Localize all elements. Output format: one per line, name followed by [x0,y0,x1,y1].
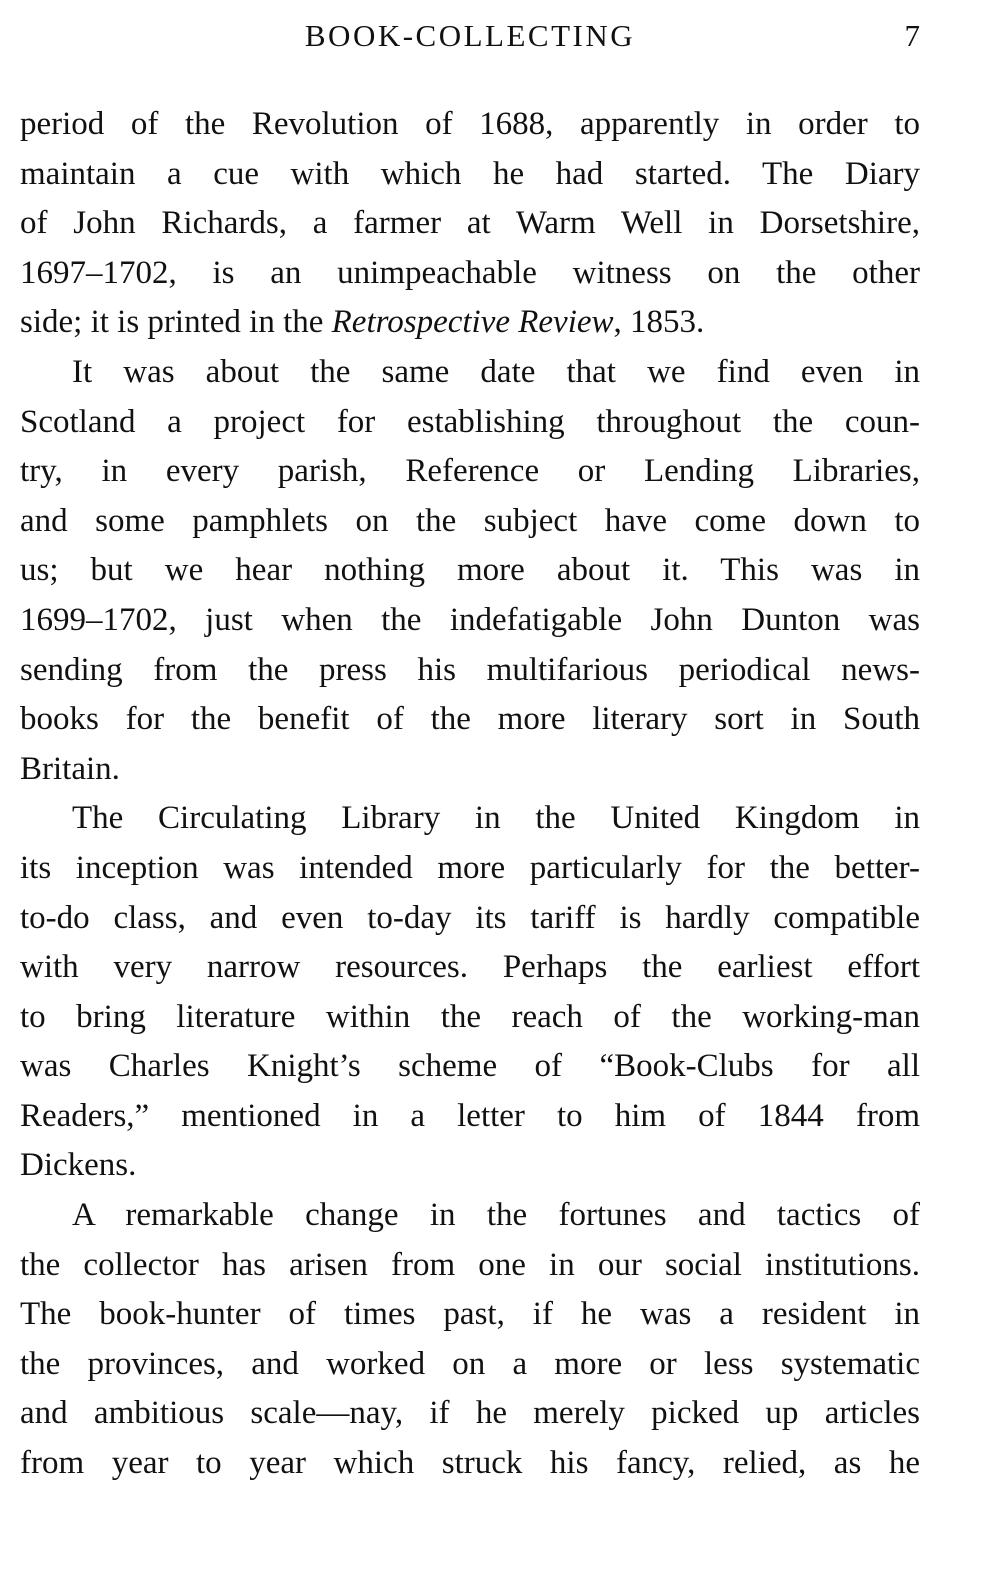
text-line: and ambitious scale—nay, if he merely picked up articles [20,1395,920,1432]
text-line: with very narrow resources. Perhaps the earliest effort [20,949,920,986]
text-line: The book-hunter of times past, if he was a resident in [20,1296,920,1333]
page-number: 7 [904,18,920,53]
text-line: to bring literature within the reach of the working-man [20,998,920,1035]
text-line: from year to year which struck his fancy, relied, as he [20,1445,920,1482]
text-segment: , 1853. [613,304,705,341]
text-line: sending from the press his multifarious periodical news- [20,651,920,688]
text-line: maintain a cue with which he had started. The Diary [20,155,920,192]
paragraph [20,1191,920,1489]
text-line: A remarkable change in the fortunes and tactics of [72,1197,920,1234]
text-line: The Circulating Library in the United Kingdom in [72,800,920,837]
text-line: of John Richards, a farmer at Warm Well in Dorsetshire, [20,205,920,242]
text-line: 1697–1702, is an unimpeachable witness on the other [20,254,920,291]
text-line: books for the benefit of the more literary sort in South [20,701,920,738]
paragraph [20,794,920,1191]
text-line: was Charles Knight’s scheme of “Book-Clubs for all [20,1048,920,1085]
text-line: period of the Revolution of 1688, apparently in order to [20,106,920,142]
text-line: and some pamphlets on the subject have come down to [20,502,920,539]
text-line: Britain. [20,750,120,787]
italic-title: Retrospective Review [331,304,614,341]
text-line: try, in every parish, Reference or Lending Libraries, [20,453,920,490]
book-page [20,14,920,1489]
text-segment: side; it is printed in the [20,304,332,341]
text-line: It was about the same date that we find even in [72,353,920,390]
text-line: the provinces, and worked on a more or less systematic [20,1345,920,1382]
body-text [20,100,920,1489]
paragraph [20,100,920,348]
text-line: Scotland a project for establishing throughout the coun- [20,403,920,440]
paragraph [20,348,920,794]
running-title: BOOK-COLLECTING [304,18,636,53]
text-line: the collector has arisen from one in our social institutions. [20,1246,920,1283]
text-line: to-do class, and even to-day its tariff is hardly compatible [20,899,920,936]
text-line: us; but we hear nothing more about it. This was in [20,552,920,589]
text-line: Dickens. [20,1147,137,1184]
page-header [20,14,920,60]
text-line: Readers,” mentioned in a letter to him of 1844 from [20,1097,920,1134]
text-line: its inception was intended more particularly for the better- [20,849,920,886]
text-line: 1699–1702, just when the indefatigable John Dunton was [20,601,920,638]
text-line [20,298,920,348]
